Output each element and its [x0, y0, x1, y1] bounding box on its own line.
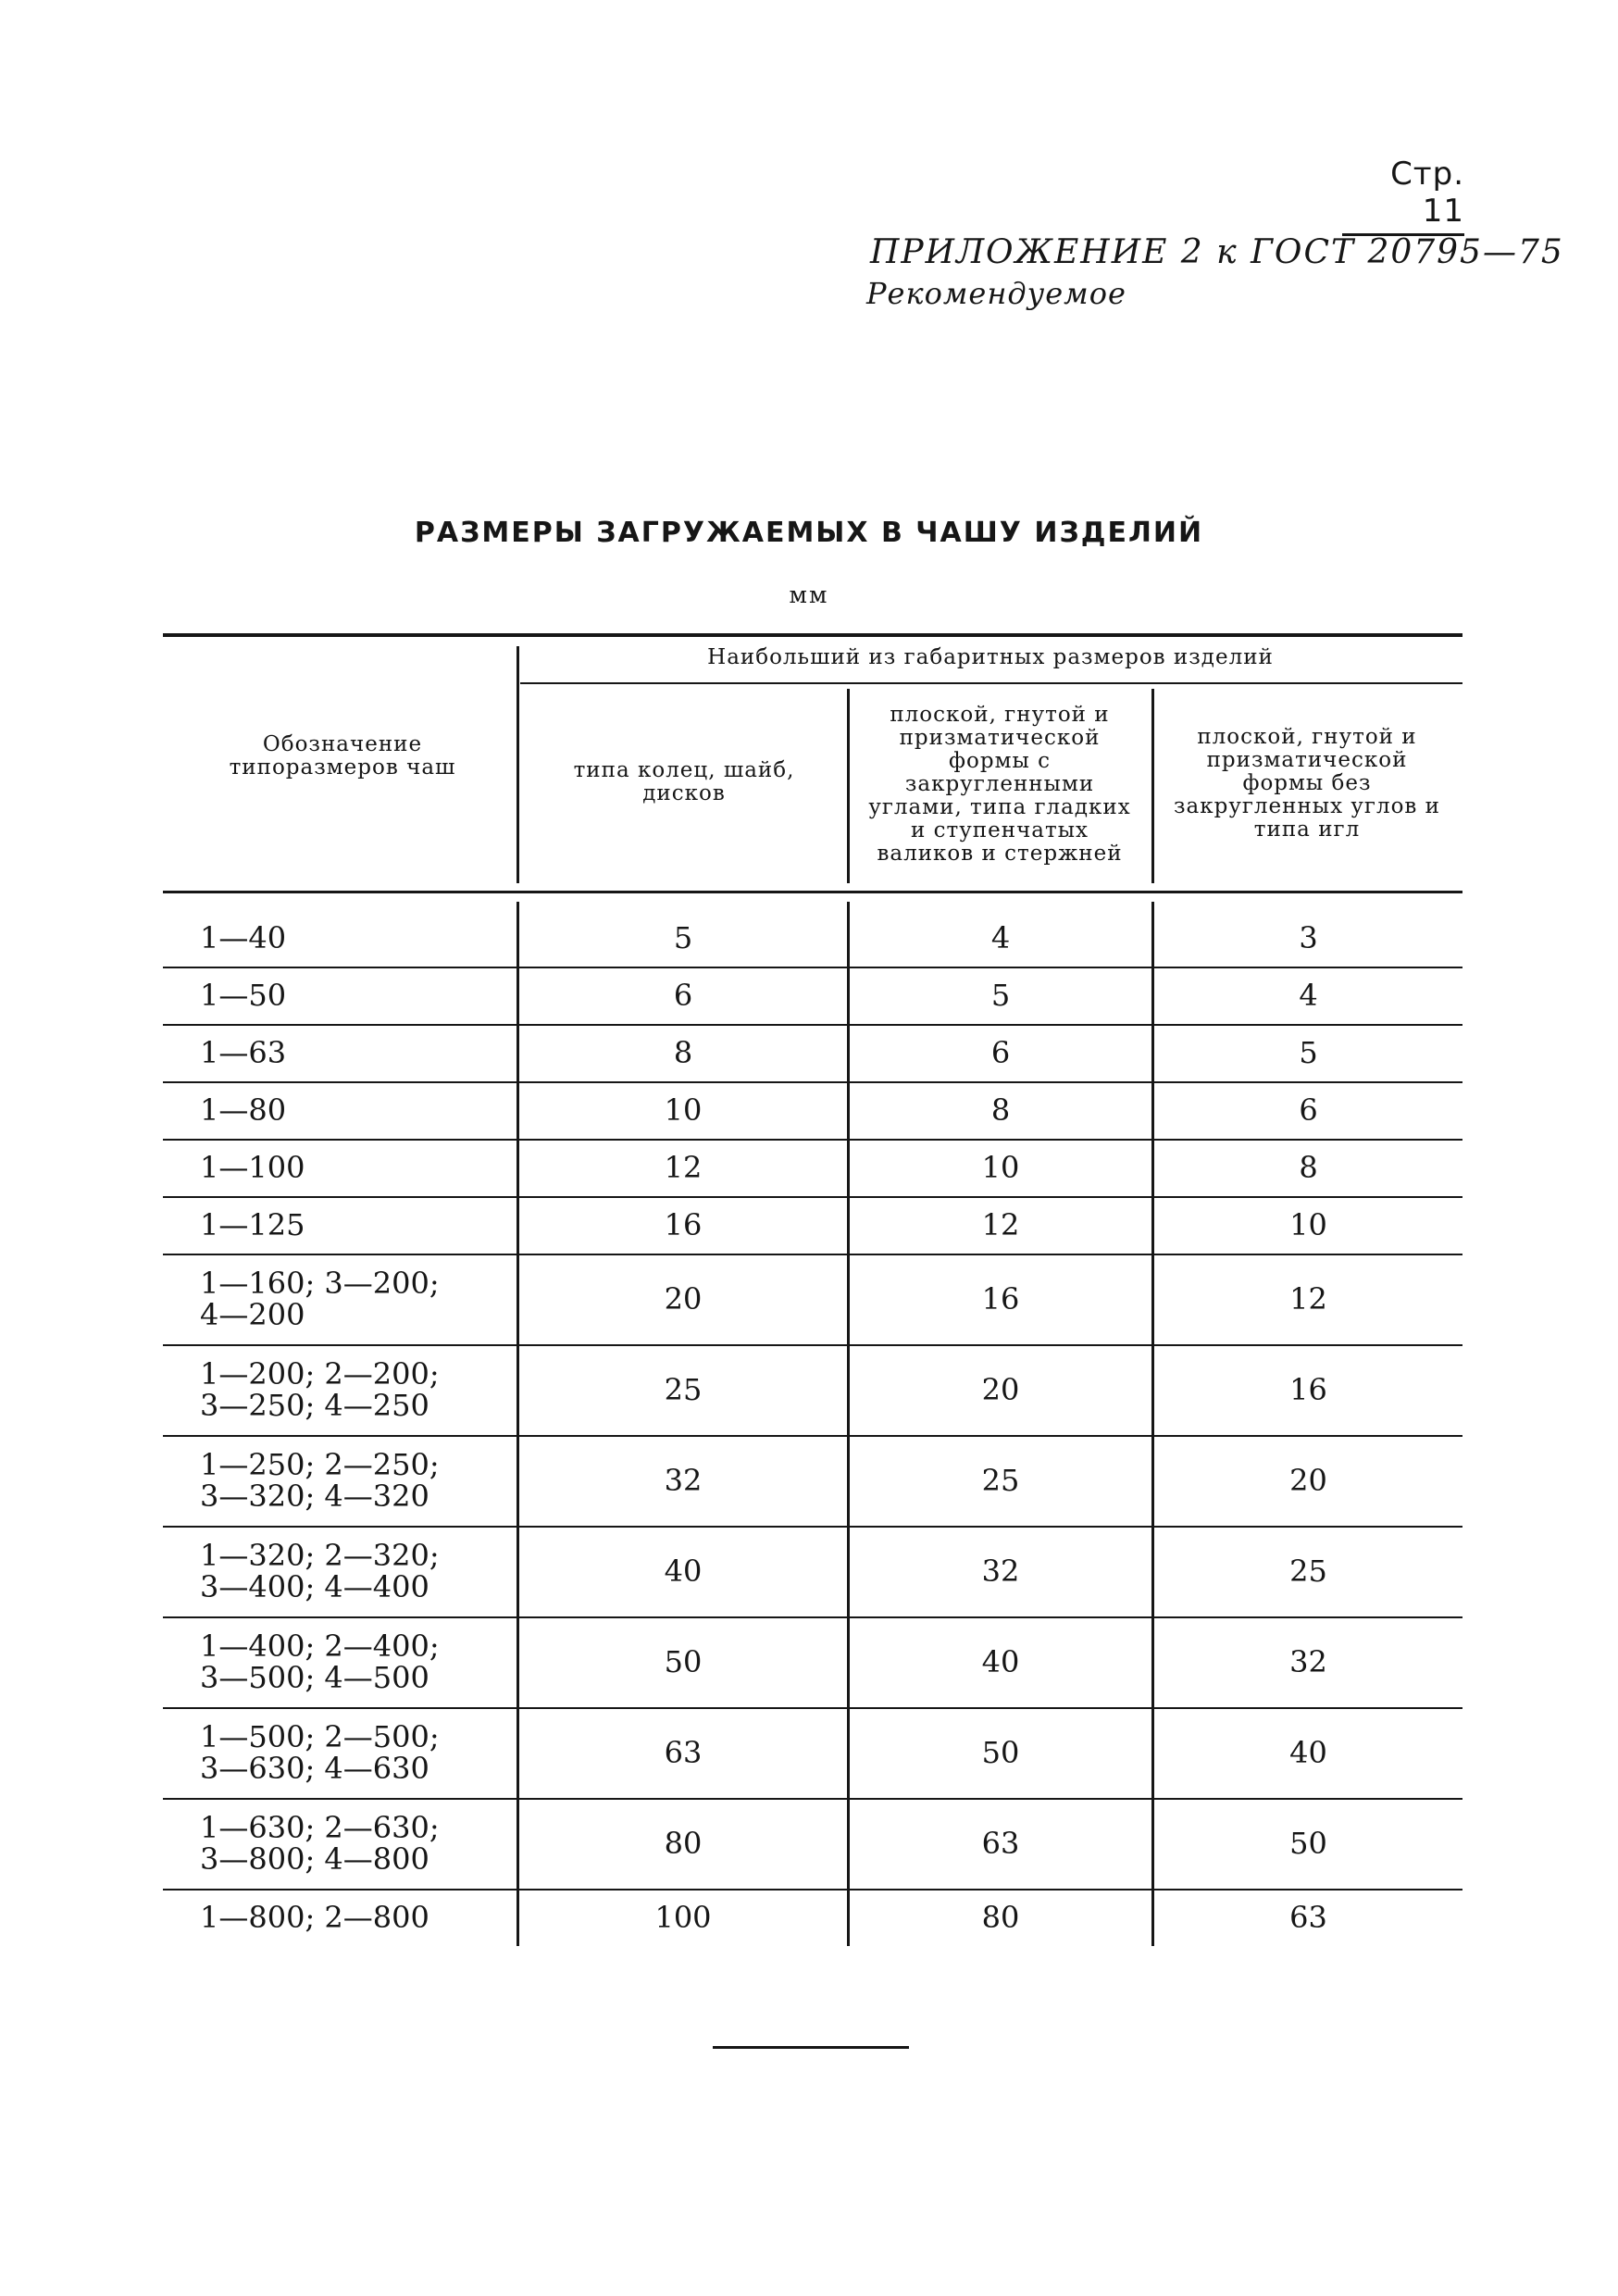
row-value-rounded: 10	[981, 1150, 1020, 1185]
row-value-rounded: 4	[990, 920, 1011, 955]
row-value-rounded: 40	[981, 1644, 1020, 1679]
row-value-sharp: 16	[1289, 1372, 1327, 1407]
designation-line: 1—800; 2—800	[200, 1900, 429, 1935]
row-value-sharp: 4	[1299, 978, 1318, 1013]
designation-line: 4—200	[200, 1297, 305, 1332]
row-value-rounded: 63	[981, 1826, 1020, 1861]
row-designation	[163, 1889, 517, 1946]
row-value-sharp: 40	[1289, 1735, 1327, 1770]
body-col-separator	[847, 902, 850, 1946]
appendix-title: ПРИЛОЖЕНИЕ 2 к ГОСТ 20795—75	[870, 233, 1564, 271]
row-value-rounded: 5	[990, 978, 1011, 1013]
designation-line: 1—50	[200, 978, 287, 1013]
row-value-sharp: 12	[1289, 1281, 1327, 1316]
row-designation	[163, 1139, 517, 1196]
row-value-rounded: 32	[981, 1554, 1020, 1589]
header-col-separator	[847, 689, 850, 883]
designation-line: 1—80	[200, 1092, 287, 1128]
row-value-sharp: 10	[1289, 1207, 1327, 1242]
designation-line: 3—320; 4—320	[200, 1479, 429, 1514]
row-value-sharp: 50	[1289, 1826, 1327, 1861]
body-col-separator	[1151, 902, 1154, 1946]
header-top-rule	[163, 633, 1462, 637]
row-value-rings: 16	[664, 1207, 703, 1242]
designation-line: 1—200; 2—200;	[200, 1356, 440, 1391]
row-designation	[163, 1196, 517, 1254]
body-col-separator	[517, 902, 519, 1946]
row-value-rounded: 80	[981, 1900, 1020, 1935]
row-value-sharp: 6	[1299, 1092, 1318, 1128]
designation-line: 3—250; 4—250	[200, 1388, 429, 1423]
row-value-rings: 63	[664, 1735, 703, 1770]
row-value-sharp: 20	[1289, 1463, 1327, 1498]
row-value-rounded: 50	[981, 1735, 1020, 1770]
row-value-rings: 40	[664, 1554, 703, 1589]
designation-line: 1—500; 2—500;	[200, 1719, 440, 1754]
row-value-rounded: 25	[981, 1463, 1020, 1498]
row-value-rings: 10	[664, 1092, 703, 1128]
designation-line: 1—250; 2—250;	[200, 1447, 440, 1482]
row-value-rounded: 16	[981, 1281, 1020, 1316]
row-value-sharp: 8	[1299, 1150, 1318, 1185]
row-value-rings: 32	[664, 1463, 703, 1498]
row-value-sharp: 25	[1289, 1554, 1327, 1589]
page-number: Стр. 11	[1342, 156, 1464, 236]
row-value-rings: 80	[664, 1826, 703, 1861]
designation-line: 1—100	[200, 1150, 305, 1185]
row-designation	[163, 909, 517, 967]
row-value-rings: 8	[673, 1035, 693, 1070]
row-value-rings: 5	[673, 920, 693, 955]
row-designation	[163, 1616, 517, 1707]
header-sharp: плоской, гнутой и призматической формы без закругленных углов и типа игл	[1173, 725, 1441, 842]
designation-line: 3—400; 4—400	[200, 1569, 429, 1604]
row-value-sharp: 3	[1299, 920, 1318, 955]
table-title: РАЗМЕРЫ ЗАГРУЖАЕМЫХ В ЧАШУ ИЗДЕЛИЙ	[414, 517, 1204, 549]
row-value-rings: 100	[654, 1900, 712, 1935]
row-value-rounded: 8	[990, 1092, 1011, 1128]
header-group-rule	[520, 682, 1462, 684]
row-value-rings: 20	[664, 1281, 703, 1316]
row-designation	[163, 1254, 517, 1344]
header-designation: Обозначение типоразмеров чаш	[229, 732, 456, 780]
header-rounded: плоской, гнутой и призматической формы с закругленными углами, типа гладких и ступенчатых валиков и стержней	[868, 703, 1131, 866]
end-rule	[713, 2046, 909, 2049]
row-designation	[163, 1798, 517, 1889]
row-designation	[163, 1707, 517, 1798]
designation-line: 1—160; 3—200;	[200, 1266, 440, 1301]
row-designation	[163, 1435, 517, 1526]
table-unit: мм	[789, 581, 829, 608]
row-value-rings: 25	[664, 1372, 703, 1407]
row-value-rounded: 20	[981, 1372, 1020, 1407]
header-col-separator	[1151, 689, 1154, 883]
header-col-separator	[517, 646, 519, 883]
row-value-sharp: 32	[1289, 1644, 1327, 1679]
designation-line: 1—400; 2—400;	[200, 1628, 440, 1664]
row-value-rings: 6	[673, 978, 693, 1013]
row-value-sharp: 5	[1299, 1035, 1318, 1070]
row-designation	[163, 1526, 517, 1616]
designation-line: 1—630; 2—630;	[200, 1810, 440, 1845]
designation-line: 3—630; 4—630	[200, 1751, 429, 1786]
row-value-rings: 50	[664, 1644, 703, 1679]
row-designation	[163, 1024, 517, 1081]
row-value-sharp: 63	[1289, 1900, 1327, 1935]
designation-line: 3—800; 4—800	[200, 1841, 429, 1877]
row-designation	[163, 967, 517, 1024]
row-designation	[163, 1344, 517, 1435]
designation-line: 1—63	[200, 1035, 287, 1070]
designation-line: 1—40	[200, 920, 287, 955]
row-value-rounded: 6	[990, 1035, 1011, 1070]
designation-line: 1—125	[200, 1207, 305, 1242]
appendix-status: Рекомендуемое	[866, 276, 1126, 311]
header-group: Наибольший из габаритных размеров изделий	[707, 645, 1274, 669]
header-rings: типа колец, шайб, дисков	[573, 758, 795, 805]
header-bottom-rule	[163, 891, 1462, 893]
row-designation	[163, 1081, 517, 1139]
designation-line: 1—320; 2—320;	[200, 1538, 440, 1573]
row-value-rings: 12	[664, 1150, 703, 1185]
row-value-rounded: 12	[981, 1207, 1020, 1242]
designation-line: 3—500; 4—500	[200, 1660, 429, 1695]
